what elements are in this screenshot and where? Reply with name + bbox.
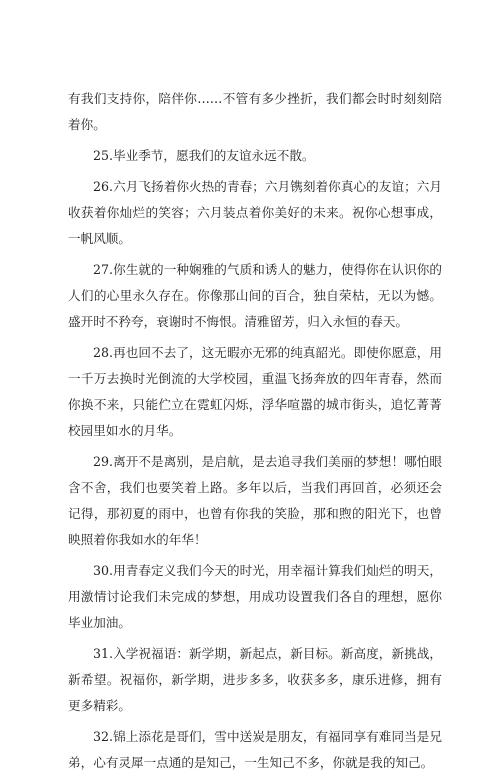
- paragraph-continuation: 有我们支持你，陪伴你……不管有多少挫折，我们都会时时刻刻陪着你。: [68, 91, 442, 132]
- paragraph-29: 29.离开不是离别，是启航，是去追寻我们美丽的梦想！哪怕眼含不舍，我们也要笑着上路。多年以后，当我们再回首，必须还会记得，那初夏的雨中，也曾有你我的笑脸，那和煦的阳光下，也曾映照着你我如水的年华！: [68, 454, 442, 547]
- paragraph-31: 31.入学祝福语：新学期，新起点，新目标。新高度，新挑战，新希望。祝福你，新学期，进步多多，收获多多，康乐进修，拥有更多精彩。: [68, 646, 442, 713]
- paragraph-30: 30.用青春定义我们今天的时光，用幸福计算我们灿烂的明天，用激情讨论我们未完成的梦想，用成功设置我们各自的理想，愿你毕业加油。: [68, 563, 442, 630]
- paragraph-27: 27.你生就的一种娴雅的气质和诱人的魅力，使得你在认识你的人们的心里永久存在。你像那山间的百合，独自荣枯，无以为憾。盛开时不矜夸，衰谢时不悔恨。清雅留芳，归入永恒的春天。: [68, 262, 442, 329]
- paragraph-26: 26.六月飞扬着你火热的青春；六月镌刻着你真心的友谊；六月收获着你灿烂的笑容；六月装点着你美好的未来。祝你心想事成，一帆风顺。: [68, 179, 442, 246]
- document-body: [68, 86, 442, 781]
- paragraph-28: 28.再也回不去了，这无暇亦无邪的纯真韶光。即使你愿意，用一千万去换时光倒流的大学校园，重温飞扬奔放的四年青春，然而你换不来，只能伫立在霓虹闪烁，浮华喧嚣的城市街头，追忆菁菁校园里如水的月华。: [68, 345, 442, 438]
- paragraph-25: 25.毕业季节，愿我们的友谊永远不散。: [93, 148, 315, 163]
- paragraph-32: 32.锦上添花是哥们，雪中送炭是朋友，有福同享有难同当是兄弟，心有灵犀一点通的是知己，一生知己不多，你就是我的知己。: [68, 729, 442, 770]
